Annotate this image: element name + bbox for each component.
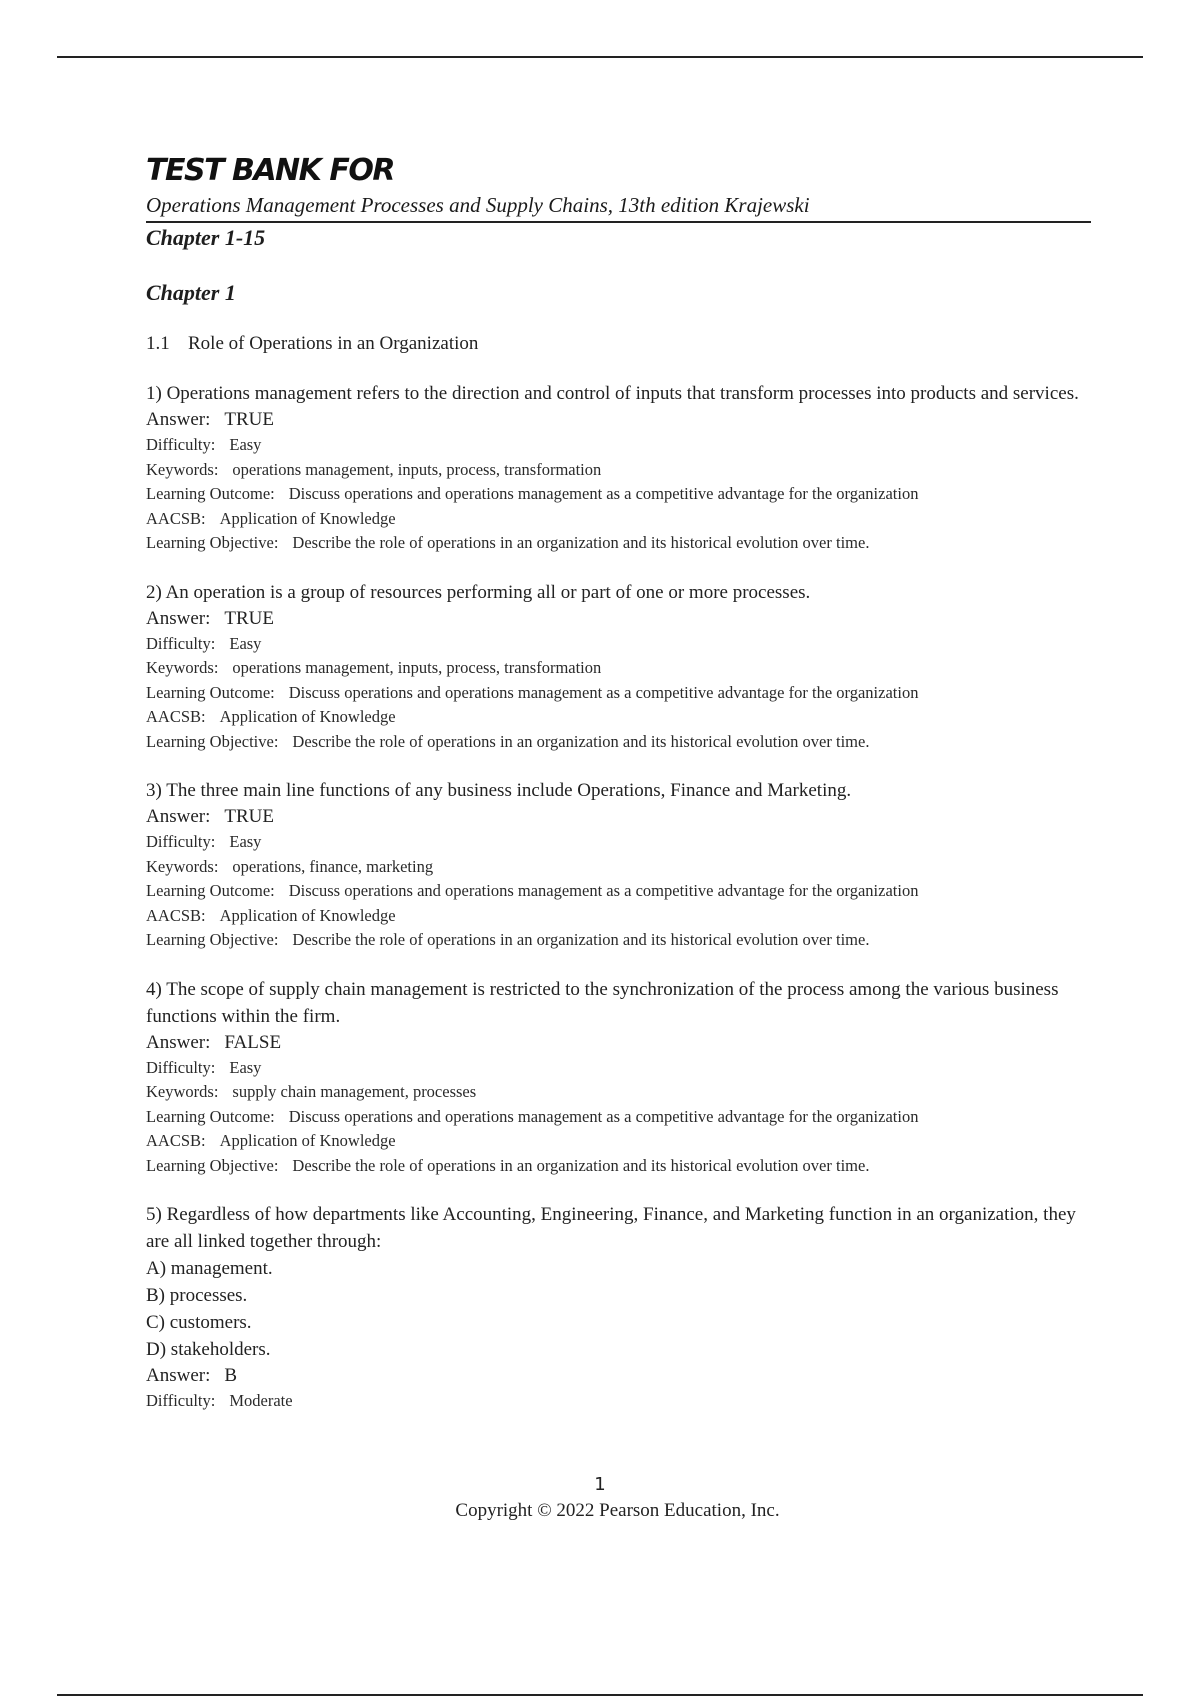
- section-number: 1.1: [146, 333, 170, 354]
- learning-outcome-line: [146, 681, 1091, 706]
- answer-label: Answer:: [146, 607, 211, 629]
- keywords-label: Keywords:: [146, 1082, 219, 1101]
- difficulty-line: [146, 830, 1091, 855]
- difficulty-label: Difficulty:: [146, 435, 216, 454]
- learning-outcome-line: [146, 1105, 1091, 1130]
- learning-outcome-line: [146, 482, 1091, 507]
- question-text: 1) Operations management refers to the direction and control of inputs that transform processes into products and services.: [146, 383, 1079, 404]
- difficulty-label: Difficulty:: [146, 1391, 216, 1410]
- answer-label: Answer:: [146, 1031, 211, 1053]
- difficulty-value: Easy: [229, 633, 262, 653]
- learning-objective-label: Learning Objective:: [146, 731, 279, 751]
- difficulty-value: Easy: [229, 832, 262, 851]
- answer-value: TRUE: [224, 806, 274, 827]
- question-2: [146, 579, 1091, 755]
- difficulty-label: Difficulty:: [146, 832, 216, 851]
- keywords-label: Keywords:: [146, 856, 219, 876]
- learning-objective-value: Describe the role of operations in an organization and its historical evolution over time.: [292, 731, 870, 751]
- difficulty-line: [146, 632, 1091, 657]
- learning-objective-line: [146, 928, 1091, 953]
- question-3: [146, 777, 1091, 953]
- learning-objective-line: [146, 1154, 1091, 1179]
- learning-objective-label: Learning Objective:: [146, 930, 279, 949]
- keywords-label: Keywords:: [146, 459, 219, 479]
- learning-outcome-label: Learning Outcome:: [146, 881, 275, 900]
- aacsb-line: [146, 904, 1091, 929]
- difficulty-label: Difficulty:: [146, 633, 216, 653]
- learning-outcome-value: Discuss operations and operations management as a competitive advantage for the organization: [288, 484, 919, 503]
- top-rule: [57, 56, 1143, 58]
- difficulty-label: Difficulty:: [146, 1057, 216, 1077]
- answer-value: B: [224, 1365, 238, 1386]
- aacsb-line: [146, 507, 1091, 532]
- learning-objective-value: Describe the role of operations in an organization and its historical evolution over time.: [292, 930, 870, 949]
- learning-outcome-label: Learning Outcome:: [146, 1106, 275, 1126]
- aacsb-label: AACSB:: [146, 508, 206, 528]
- aacsb-value: Application of Knowledge: [219, 508, 396, 528]
- difficulty-value: Easy: [229, 1057, 262, 1077]
- question-4: [146, 976, 1091, 1179]
- option-b: B) processes.: [146, 1285, 248, 1306]
- aacsb-label: AACSB:: [146, 905, 206, 925]
- learning-outcome-line: [146, 879, 1091, 904]
- aacsb-line: [146, 1129, 1091, 1154]
- answer-value: FALSE: [224, 1031, 282, 1053]
- aacsb-label: AACSB:: [146, 707, 206, 726]
- question-text: 3) The three main line functions of any business include Operations, Finance and Marketing.: [146, 780, 852, 801]
- learning-objective-label: Learning Objective:: [146, 533, 279, 552]
- section-title: Role of Operations in an Organization: [188, 333, 479, 354]
- learning-outcome-label: Learning Outcome:: [146, 484, 275, 503]
- question-text: 4) The scope of supply chain management is restricted to the synchronization of the process among the various business functions within the firm.: [146, 978, 1059, 1027]
- answer-line: [146, 407, 1091, 433]
- keywords-value: operations management, inputs, process, transformation: [232, 658, 602, 677]
- answer-line: [146, 1030, 1091, 1056]
- chapter-range: Chapter 1-15: [146, 225, 266, 250]
- learning-objective-value: Describe the role of operations in an organization and its historical evolution over time.: [292, 533, 870, 552]
- page-content: [146, 152, 1091, 1414]
- page-number: 1: [594, 1474, 606, 1495]
- aacsb-value: Application of Knowledge: [219, 1131, 396, 1150]
- keywords-line: [146, 656, 1091, 681]
- chapter-heading: Chapter 1: [146, 280, 236, 305]
- learning-objective-line: [146, 730, 1091, 755]
- answer-value: TRUE: [224, 607, 274, 629]
- difficulty-value: Moderate: [229, 1391, 293, 1410]
- keywords-line: [146, 458, 1091, 483]
- learning-outcome-label: Learning Outcome:: [146, 682, 275, 702]
- aacsb-value: Application of Knowledge: [219, 905, 396, 925]
- learning-outcome-value: Discuss operations and operations management as a competitive advantage for the organization: [288, 682, 919, 702]
- keywords-line: [146, 855, 1091, 880]
- answer-value: TRUE: [224, 409, 274, 430]
- aacsb-value: Application of Knowledge: [219, 707, 396, 726]
- keywords-label: Keywords:: [146, 658, 219, 677]
- answer-line: [146, 1363, 1091, 1389]
- learning-objective-label: Learning Objective:: [146, 1155, 279, 1175]
- answer-line: [146, 606, 1091, 632]
- answer-label: Answer:: [146, 409, 211, 430]
- bottom-rule: [57, 1694, 1143, 1696]
- question-text: 2) An operation is a group of resources performing all or part of one or more processes.: [146, 581, 811, 603]
- section-heading: [146, 331, 1091, 357]
- keywords-value: operations, finance, marketing: [232, 856, 434, 876]
- keywords-line: [146, 1080, 1091, 1105]
- question-5: [146, 1201, 1091, 1414]
- copyright-notice: Copyright © 2022 Pearson Education, Inc.: [455, 1500, 780, 1521]
- difficulty-line: [146, 433, 1091, 458]
- question-1: [146, 380, 1091, 556]
- difficulty-value: Easy: [229, 435, 262, 454]
- option-c: C) customers.: [146, 1312, 252, 1333]
- document-subtitle: Operations Management Processes and Supply Chains, 13th edition Krajewski: [146, 192, 1091, 223]
- aacsb-label: AACSB:: [146, 1131, 206, 1150]
- learning-outcome-value: Discuss operations and operations management as a competitive advantage for the organization: [288, 1106, 919, 1126]
- keywords-value: operations management, inputs, process, transformation: [232, 459, 602, 479]
- option-a: A) management.: [146, 1258, 273, 1279]
- option-d: D) stakeholders.: [146, 1339, 271, 1360]
- difficulty-line: [146, 1389, 1091, 1414]
- difficulty-line: [146, 1056, 1091, 1081]
- document-title: TEST BANK FOR: [146, 153, 394, 188]
- learning-objective-value: Describe the role of operations in an organization and its historical evolution over time.: [292, 1155, 870, 1175]
- answer-line: [146, 804, 1091, 830]
- learning-objective-line: [146, 531, 1091, 556]
- question-text: 5) Regardless of how departments like Accounting, Engineering, Finance, and Marketing function in an organization, they are all linked together through:: [146, 1204, 1076, 1252]
- aacsb-line: [146, 705, 1091, 730]
- learning-outcome-value: Discuss operations and operations management as a competitive advantage for the organization: [288, 881, 919, 900]
- answer-label: Answer:: [146, 1365, 211, 1386]
- keywords-value: supply chain management, processes: [232, 1082, 477, 1101]
- answer-label: Answer:: [146, 806, 211, 827]
